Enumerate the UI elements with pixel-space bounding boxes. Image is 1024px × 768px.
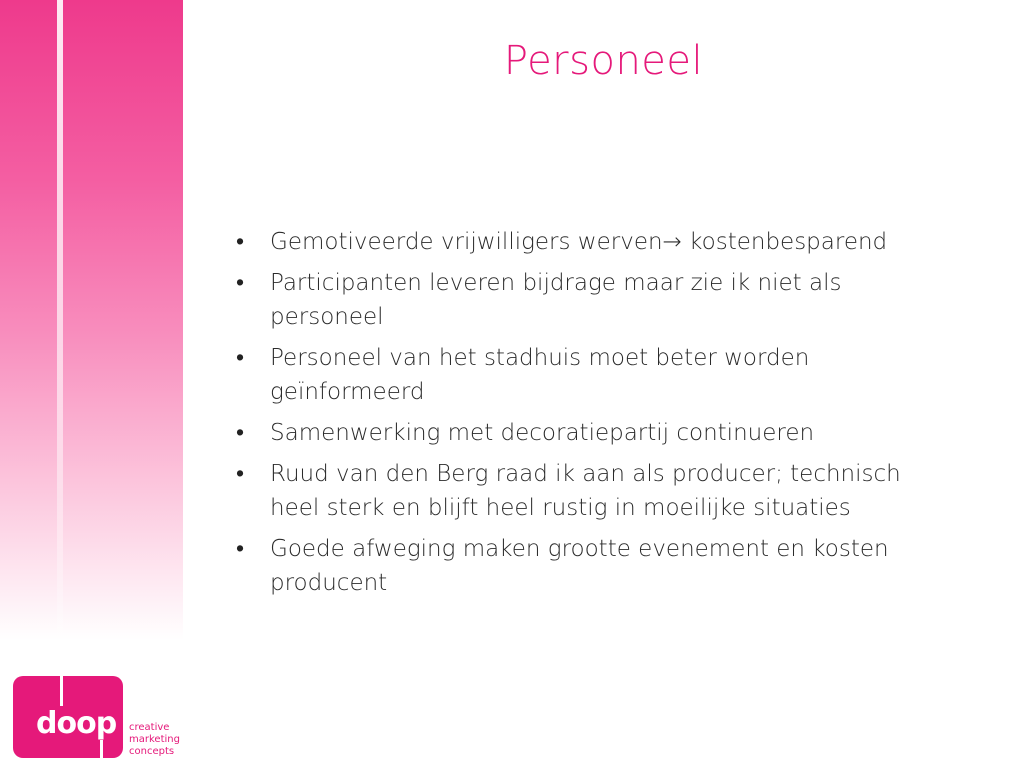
logo-word: doop [36, 706, 117, 741]
tagline-line: creative [129, 722, 170, 733]
bullet-icon: • [236, 229, 245, 255]
bullet-icon: • [236, 420, 245, 446]
side-gradient-panel [0, 0, 183, 640]
bullet-item [236, 341, 936, 409]
bullet-text: Gemotiveerde vrijwilligers werven→ kostenbesparend [270, 229, 888, 255]
bullet-item [236, 416, 936, 450]
bullet-list [236, 225, 936, 607]
logo-notch [100, 740, 103, 758]
bullet-item [236, 225, 936, 259]
bullet-icon: • [236, 270, 245, 296]
bullet-item [236, 532, 936, 600]
side-stripe [57, 0, 63, 640]
bullet-icon: • [236, 536, 245, 562]
bullet-icon: • [236, 345, 245, 371]
tagline-line: concepts [129, 746, 175, 757]
logo-tagline [129, 722, 180, 758]
bullet-text: Goede afweging maken grootte evenement en kosten producent [270, 536, 889, 596]
bullet-text: Samenwerking met decoratiepartij continueren [270, 420, 815, 446]
bullet-item [236, 457, 936, 525]
bullet-text: Ruud van den Berg raad ik aan als producer; technisch heel sterk en blijft heel rustig in moeilijke situaties [270, 461, 901, 521]
logo-notch [60, 676, 63, 706]
bullet-item [236, 266, 936, 334]
bullet-text: Personeel van het stadhuis moet beter worden geïnformeerd [270, 345, 810, 405]
tagline-line: marketing [129, 734, 180, 745]
slide-title: Personeel [503, 38, 704, 84]
bullet-text: Participanten leveren bijdrage maar zie ik niet als personeel [270, 270, 842, 330]
bullet-icon: • [236, 461, 245, 487]
